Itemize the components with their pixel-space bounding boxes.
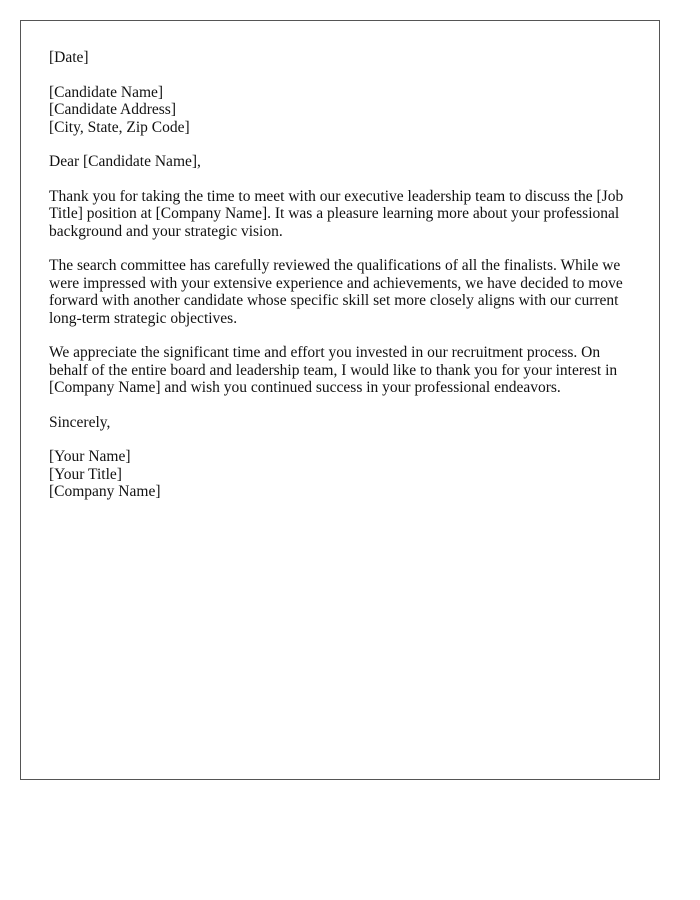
letter-body xyxy=(49,49,639,518)
body-paragraph-1: Thank you for taking the time to meet with our executive leadership team to discuss the [Job Title] position at [Company Name]. It was a pleasure learning more about your professional background and your strategic vision. xyxy=(49,187,624,240)
letter-date: [Date] xyxy=(49,49,89,66)
recipient-name: [Candidate Name] xyxy=(49,83,164,101)
body-paragraph-2: The search committee has carefully reviewed the qualifications of all the finalists. While we were impressed with your extensive experience and achievements, we have decided to move forward with another candidate whose specific skill set more closely aligns with our current long-term strategic objectives. xyxy=(49,257,623,327)
recipient-city-state-zip: [City, State, Zip Code] xyxy=(49,118,190,136)
recipient-address-block xyxy=(49,84,639,137)
signature-title: [Your Title] xyxy=(49,465,122,483)
signature-name: [Your Name] xyxy=(49,448,131,465)
closing: Sincerely, xyxy=(49,413,111,431)
letter-page xyxy=(20,20,660,780)
signature-block xyxy=(49,448,639,501)
signature-company: [Company Name] xyxy=(49,483,161,500)
recipient-address: [Candidate Address] xyxy=(49,101,176,118)
body-paragraph-3: We appreciate the significant time and effort you invested in our recruitment process. On behalf of the entire board and leadership team, I would like to thank you for your interest in [Company Name] and wish you continued success in your professional endeavors. xyxy=(49,344,618,396)
salutation: Dear [Candidate Name], xyxy=(49,153,201,170)
